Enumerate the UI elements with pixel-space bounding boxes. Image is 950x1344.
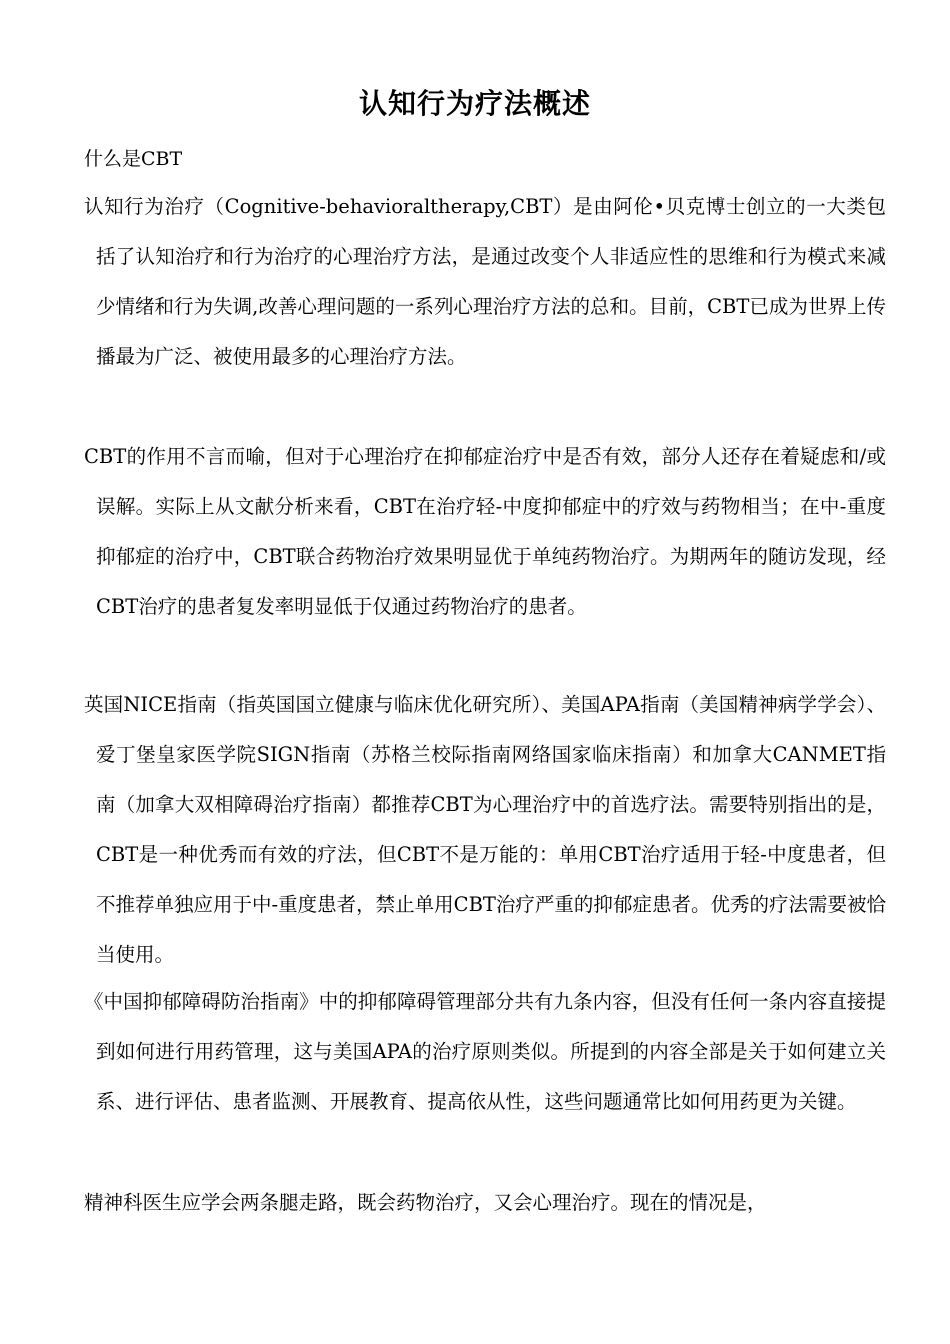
- paragraph-cbt-definition: 认知行为治疗（Cognitive-behavioraltherapy,CBT）是由阿伦•贝克博士创立的一大类包括了认知治疗和行为治疗的心理治疗方法，是通过改变个人非适应性的思维和行为模式来减少情绪和行为失调,改善心理问题的一系列心理治疗方法的总和。目前，CBT已成为世界上传播最为广泛、被使用最多的心理治疗方法。: [84, 195, 886, 368]
- document-title: 认知行为疗法概述: [358, 87, 591, 120]
- section-heading: 什么是CBT: [84, 148, 183, 170]
- paragraph-china-guideline: 《中国抑郁障碍防治指南》中的抑郁障碍管理部分共有九条内容，但没有任何一条内容直接提到如何进行用药管理，这与美国APA的治疗原则类似。所提到的内容全部是关于如何建立关系、进行评估、患者监测、开展教育、提高依从性，这些问题通常比如何用药更为关键。: [84, 990, 886, 1113]
- paragraph-cbt-effectiveness: CBT的作用不言而喻，但对于心理治疗在抑郁症治疗中是否有效，部分人还存在着疑虑和/或误解。实际上从文献分析来看，CBT在治疗轻-中度抑郁症中的疗效与药物相当；在中-重度抑郁症的治疗中，CBT联合药物治疗效果明显优于单纯药物治疗。为期两年的随访发现，经CBT治疗的患者复发率明显低于仅通过药物治疗的患者。: [84, 445, 886, 618]
- paragraph-psychiatrists: 精神科医生应学会两条腿走路，既会药物治疗，又会心理治疗。现在的情况是，: [84, 1191, 767, 1214]
- paragraph-guidelines: 英国NICE指南（指英国国立健康与临床优化研究所）、美国APA指南（美国精神病学学会）、爱丁堡皇家医学院SIGN指南（苏格兰校际指南网络国家临床指南）和加拿大CANMET指南（加拿大双相障碍治疗指南）都推荐CBT为心理治疗中的首选疗法。需要特别指出的是，CBT是一种优秀而有效的疗法，但CBT不是万能的：单用CBT治疗适用于轻-中度患者，但不推荐单独应用于中-重度患者，禁止单用CBT治疗严重的抑郁症患者。优秀的疗法需要被恰当使用。: [84, 693, 886, 966]
